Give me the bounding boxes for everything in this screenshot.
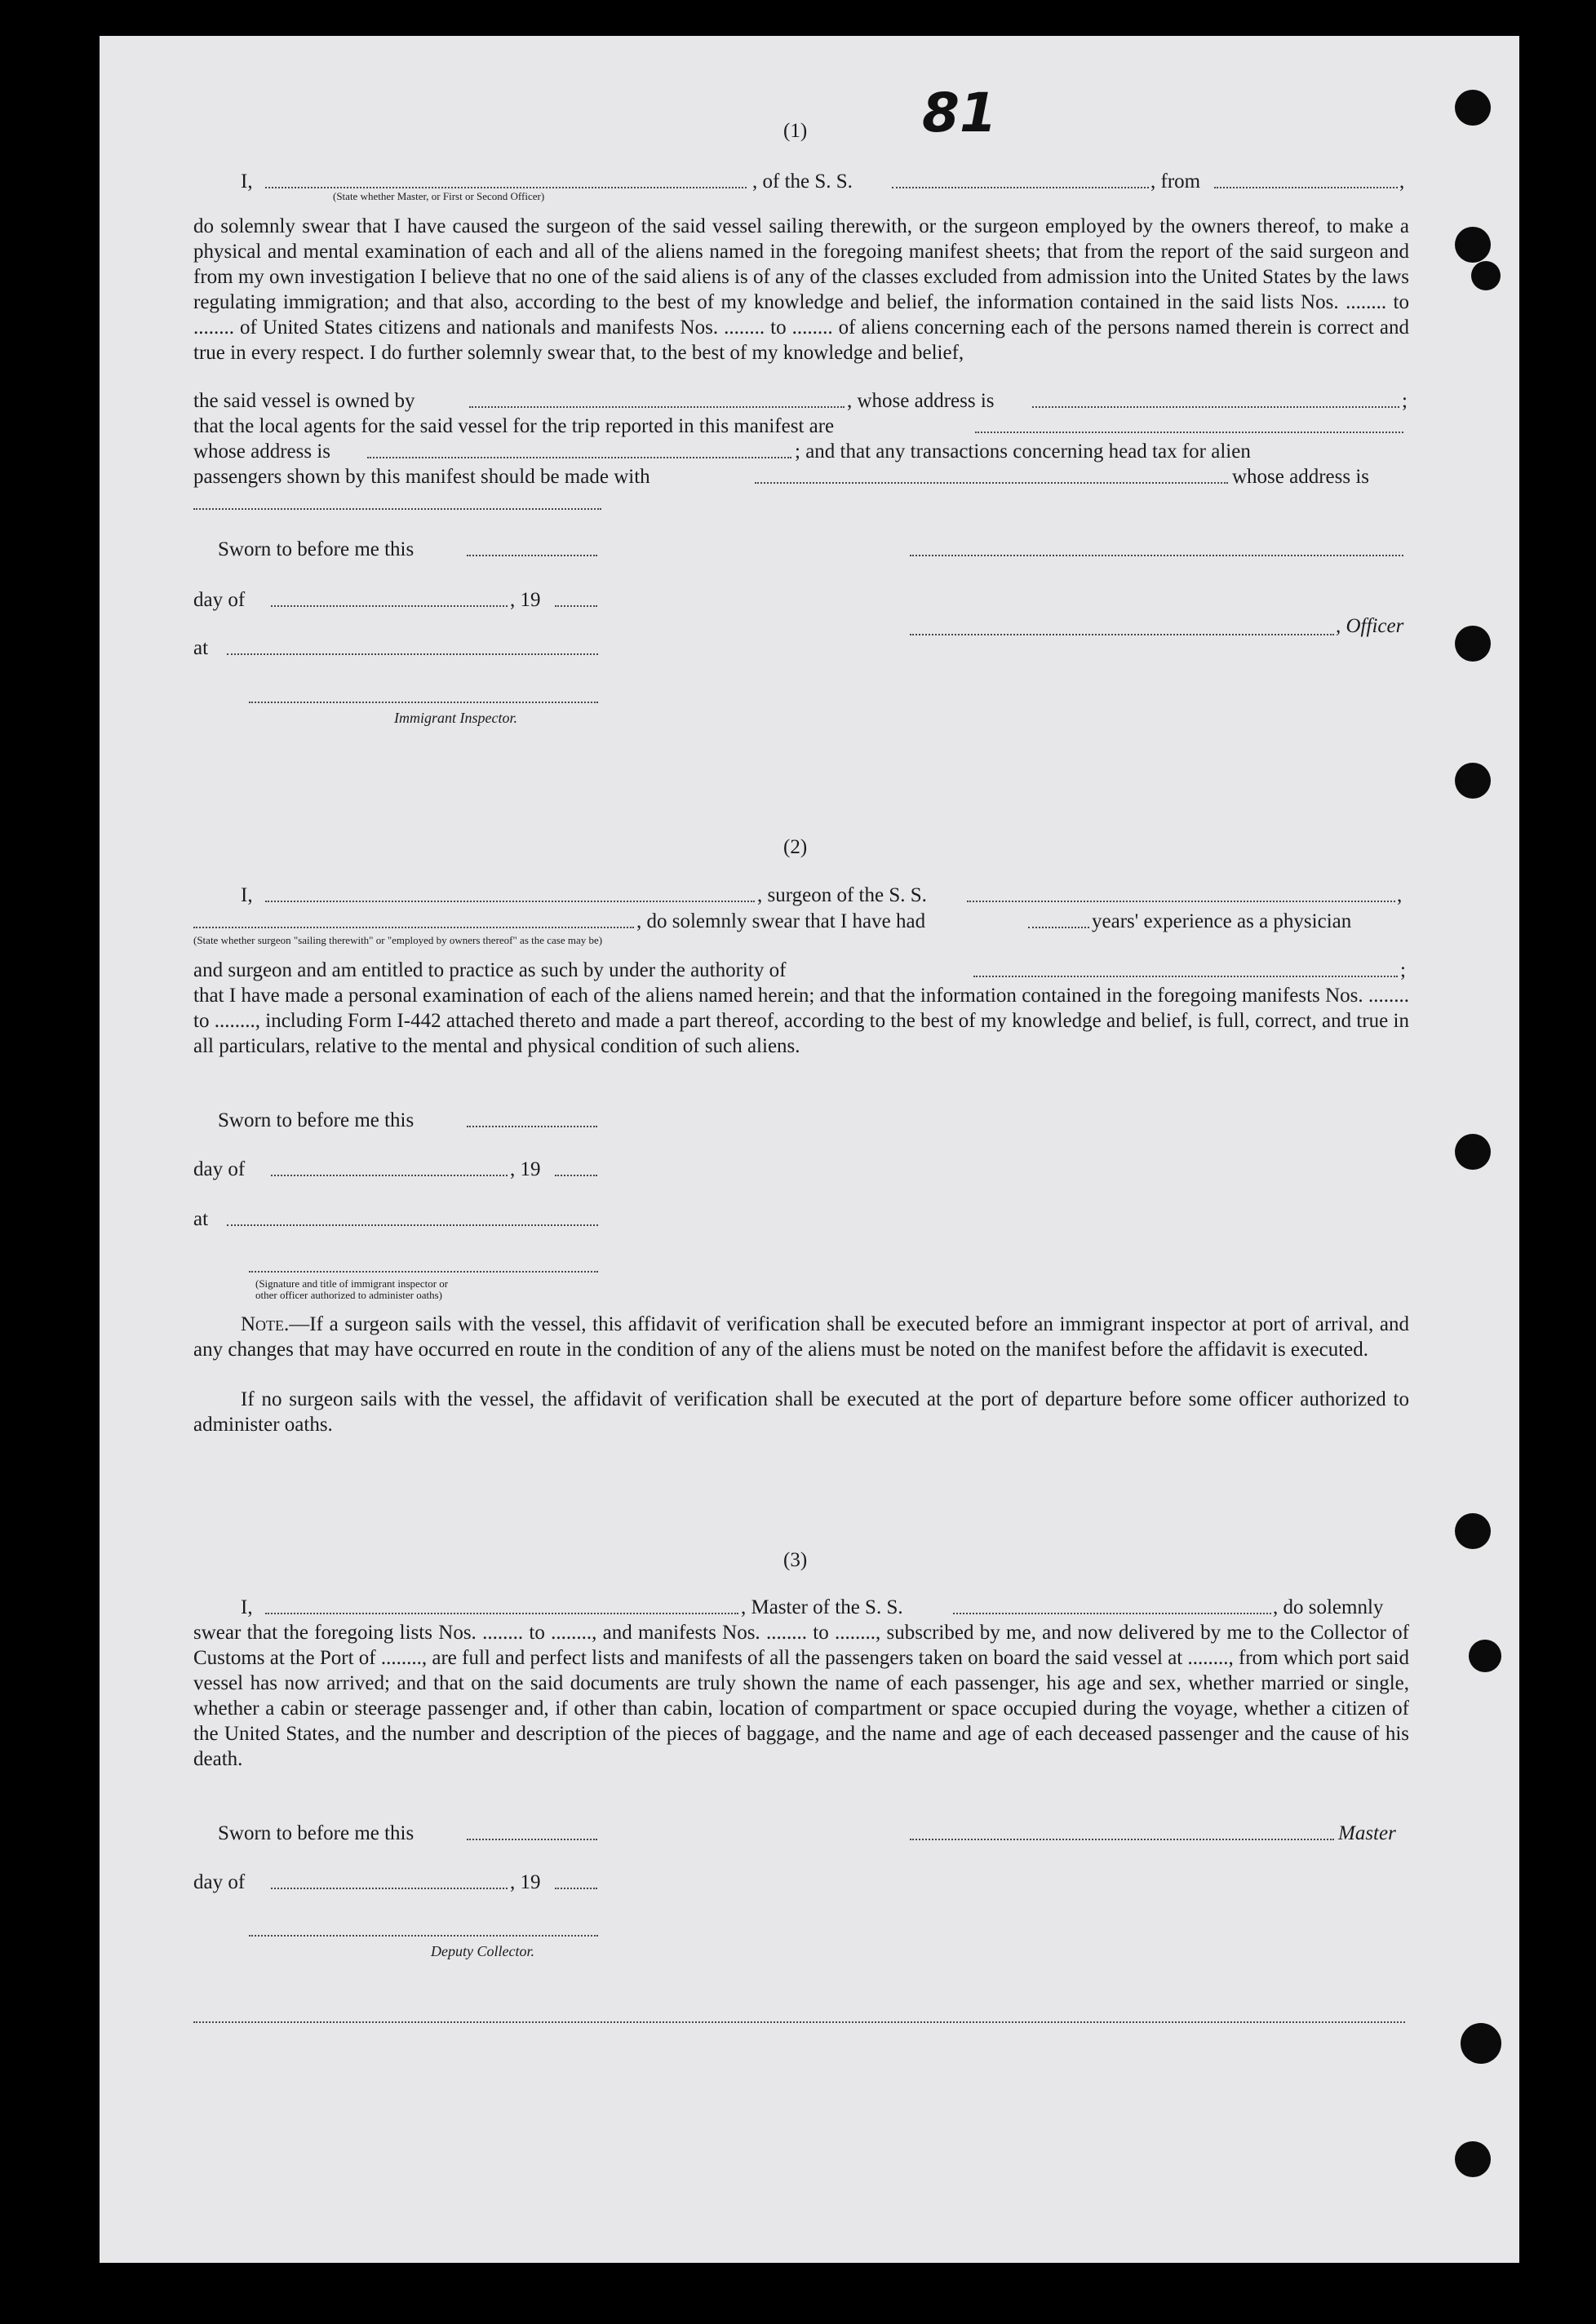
sworn-date-field[interactable] bbox=[467, 1824, 597, 1840]
sworn-label: Sworn to before me this bbox=[218, 538, 415, 560]
year-field[interactable] bbox=[555, 1873, 597, 1889]
footer-rule bbox=[193, 2021, 1405, 2023]
master-label: Master bbox=[1338, 1822, 1396, 1844]
section-2-number: (2) bbox=[783, 836, 808, 858]
punch-hole bbox=[1455, 626, 1491, 662]
punch-hole bbox=[1455, 2141, 1491, 2177]
line-end-comma: , bbox=[1399, 170, 1405, 193]
owner-address-label: , whose address is bbox=[847, 390, 995, 412]
vessel-label: , of the S. S. bbox=[752, 170, 853, 193]
section-3-number: (3) bbox=[783, 1549, 808, 1571]
master-signature-field[interactable] bbox=[910, 1824, 1334, 1840]
owner-address-field[interactable] bbox=[1032, 392, 1399, 408]
at-field[interactable] bbox=[227, 1210, 598, 1226]
day-of-field[interactable] bbox=[271, 1873, 508, 1889]
sworn-label: Sworn to before me this bbox=[218, 1109, 415, 1131]
passengers-label: passengers shown by this manifest should be made with bbox=[193, 466, 650, 488]
punch-hole bbox=[1455, 763, 1491, 799]
master-vessel-field[interactable] bbox=[953, 1598, 1271, 1614]
deputy-label: Deputy Collector. bbox=[431, 1943, 534, 1959]
handwritten-page-number: 81 bbox=[922, 82, 997, 144]
at-label: at bbox=[193, 1208, 209, 1230]
years-experience-label: years' experience as a physician bbox=[1092, 910, 1352, 932]
comma: , bbox=[1397, 884, 1403, 906]
officer-signature-field[interactable] bbox=[910, 540, 1403, 556]
section-1-number: (1) bbox=[783, 120, 808, 142]
vessel-name-field[interactable] bbox=[892, 172, 1149, 188]
surgeon-name-field[interactable] bbox=[265, 886, 755, 902]
master-of-label: , Master of the S. S. bbox=[741, 1596, 903, 1618]
note-paragraph bbox=[193, 1312, 1409, 1390]
agents-address-label: whose address is bbox=[193, 440, 331, 463]
punch-hole bbox=[1455, 90, 1491, 126]
surgeon-status-field[interactable] bbox=[193, 912, 634, 928]
owner-field[interactable] bbox=[469, 392, 845, 408]
head-tax-contact-field[interactable] bbox=[755, 467, 1228, 484]
punch-hole bbox=[1455, 227, 1491, 263]
semicolon: ; bbox=[1402, 390, 1408, 412]
punch-hole bbox=[1455, 1134, 1491, 1170]
officer-field[interactable] bbox=[910, 619, 1334, 635]
from-label: , from bbox=[1150, 170, 1201, 193]
inspector-label: Immigrant Inspector. bbox=[394, 710, 517, 726]
note-text: —If a surgeon sails with the vessel, this affidavit of verification shall be executed before an immigrant inspector at port of arrival, and any changes that may have occurred en route in the condition of any of the aliens must be noted on the manifest before the affidavit is executed. bbox=[193, 1313, 1409, 1361]
year-label: , 19 bbox=[510, 1158, 541, 1180]
master-i-label: I, bbox=[241, 1596, 253, 1618]
sworn-label: Sworn to before me this bbox=[218, 1822, 415, 1844]
local-agents-label: that the local agents for the said vessel for the trip reported in this manifest are bbox=[193, 415, 835, 437]
deputy-signature-line[interactable] bbox=[249, 1935, 598, 1937]
agents-address-field[interactable] bbox=[367, 442, 791, 458]
punch-hole bbox=[1471, 261, 1501, 290]
officer-label: , Officer bbox=[1336, 615, 1404, 637]
years-field[interactable] bbox=[1028, 912, 1089, 928]
year-label: , 19 bbox=[510, 589, 541, 611]
punch-hole bbox=[1461, 2023, 1501, 2064]
day-of-field[interactable] bbox=[271, 1160, 508, 1176]
year-field[interactable] bbox=[555, 591, 597, 607]
section-3-body: swear that the foregoing lists Nos. ........ to ........, and manifests Nos. ........ to ........, subscribed by me, and now delivered by me to the Collector of Customs at the Port of ........, are full and perfect lists and manifests of all the passengers taken on board the said vessel at ........, from which port said vessel has now arrived; and that on the said documents are truly shown the name of each passenger, his age and sex, whether married or single, whether a cabin or steerage passenger and, if other than cabin, location of compartment or space occupied during the voyage, whether a citizen of the United States, and the number and description of the pieces of baggage, and the name and age of each deceased passenger and the cause of his death. bbox=[193, 1622, 1409, 1770]
signature-note-1: (Signature and title of immigrant inspector or bbox=[255, 1277, 449, 1290]
punch-hole bbox=[1469, 1640, 1501, 1672]
affiant-label: I, bbox=[241, 170, 253, 193]
sign-line[interactable] bbox=[249, 1271, 598, 1273]
state-note: (State whether Master, or First or Second Officer) bbox=[333, 190, 545, 202]
inspector-signature-line[interactable] bbox=[249, 702, 598, 703]
from-port-field[interactable] bbox=[1214, 172, 1398, 188]
day-of-field[interactable] bbox=[271, 591, 508, 607]
surgeon-i-label: I, bbox=[241, 884, 253, 906]
at-field[interactable] bbox=[227, 639, 598, 655]
owned-by-label: the said vessel is owned by bbox=[193, 390, 415, 412]
swear-had-label: , do solemnly swear that I have had bbox=[636, 910, 926, 932]
punch-hole bbox=[1455, 1513, 1491, 1549]
day-of-label: day of bbox=[193, 1871, 246, 1893]
day-of-label: day of bbox=[193, 1158, 246, 1180]
note-label: Note. bbox=[241, 1313, 290, 1335]
note2-paragraph: If no surgeon sails with the vessel, the affidavit of verification shall be executed at the port of departure before some officer authorized to administer oaths. bbox=[193, 1388, 1409, 1436]
authority-label: and surgeon and am entitled to practice as such by under the authority of bbox=[193, 959, 787, 981]
section-1-body: do solemnly swear that I have caused the surgeon of the said vessel sailing therewith, or the surgeon employed by the owners thereof, to make a physical and mental examination of each and all of the aliens named in the foregoing manifest sheets; that from the report of the said surgeon and from my own investigation I believe that no one of the said aliens is of any of the classes excluded from admission into the United States by the laws regulating immigration; and that also, according to the best of my knowledge and belief, the information contained in the said lists Nos. ........ to ........ of United States citizens and nationals and manifests Nos. ........ to ........ of aliens concerning each of the persons named therein is correct and true in every respect. I do further solemnly swear that, to the best of my knowledge and belief, bbox=[193, 215, 1409, 364]
local-agents-field[interactable] bbox=[975, 417, 1403, 433]
sworn-date-field[interactable] bbox=[467, 540, 597, 556]
at-label: at bbox=[193, 637, 209, 659]
surgeon-state-note: (State whether surgeon "sailing therewith" or "employed by owners thereof" as the case may be) bbox=[193, 934, 603, 946]
signature-note-2: other officer authorized to administer oaths) bbox=[255, 1289, 442, 1301]
head-tax-label: ; and that any transactions concerning head tax for alien bbox=[795, 440, 1251, 463]
contact-address-label: whose address is bbox=[1232, 466, 1370, 488]
year-field[interactable] bbox=[555, 1160, 597, 1176]
master-name-field[interactable] bbox=[265, 1598, 738, 1614]
section-2-body: that I have made a personal examination of each of the aliens named herein; and that the information contained in the foregoing manifests Nos. ........ to ........, including Form I-442 attached thereto and made a part thereof, according to the best of my knowledge and belief, is full, correct, and true in all particulars, relative to the mental and physical condition of such aliens. bbox=[193, 985, 1409, 1057]
do-solemnly-label: , do solemnly bbox=[1273, 1596, 1384, 1618]
affiant-name-field[interactable] bbox=[265, 172, 747, 188]
surgeon-of-label: , surgeon of the S. S. bbox=[757, 884, 927, 906]
semicolon: ; bbox=[1400, 959, 1406, 981]
authority-field[interactable] bbox=[973, 961, 1398, 977]
year-label: , 19 bbox=[510, 1871, 541, 1893]
sworn-date-field[interactable] bbox=[467, 1111, 597, 1127]
day-of-label: day of bbox=[193, 589, 246, 611]
contact-address-field[interactable] bbox=[193, 494, 601, 510]
surgeon-vessel-field[interactable] bbox=[967, 886, 1395, 902]
